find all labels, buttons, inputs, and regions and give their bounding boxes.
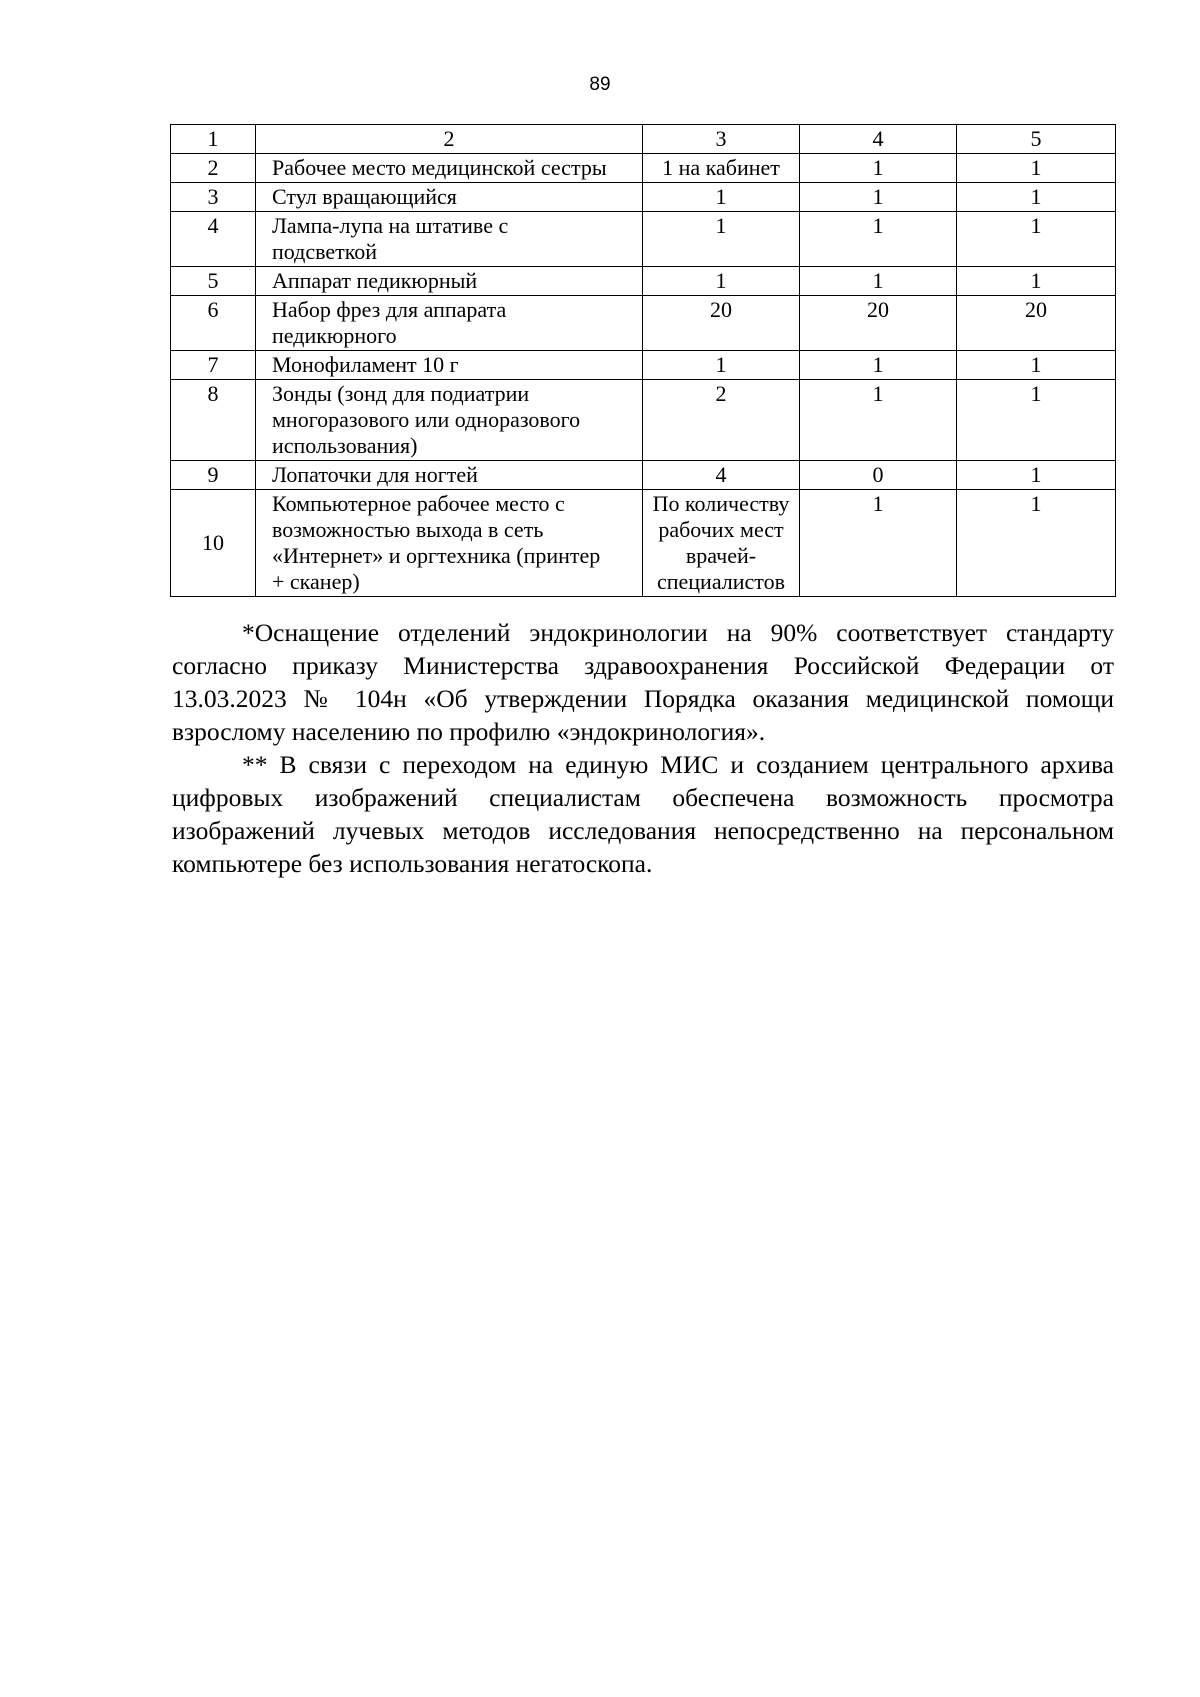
quantity-cell: 2 xyxy=(643,380,800,461)
quantity-cell: 1 xyxy=(957,351,1116,380)
row-number: 8 xyxy=(171,380,256,461)
equipment-name: Лопаточки для ногтей xyxy=(256,461,643,490)
quantity-cell: 20 xyxy=(800,296,957,351)
table-row xyxy=(171,296,1116,351)
row-number: 5 xyxy=(171,267,256,296)
equipment-name: Лампа-лупа на штативе с подсветкой xyxy=(256,212,643,267)
quantity-cell: 20 xyxy=(957,296,1116,351)
equipment-name: Рабочее место медицинской сестры xyxy=(256,154,643,183)
quantity-cell: 1 xyxy=(957,154,1116,183)
table-row xyxy=(171,154,1116,183)
equipment-name: Стул вращающийся xyxy=(256,183,643,212)
equipment-table xyxy=(170,124,1116,597)
quantity-cell: По количеству рабочих мест врачей-специалистов xyxy=(643,490,800,597)
quantity-cell: 1 xyxy=(957,212,1116,267)
table-row xyxy=(171,351,1116,380)
quantity-cell: 1 xyxy=(643,351,800,380)
quantity-cell: 20 xyxy=(643,296,800,351)
quantity-cell: 1 xyxy=(800,380,957,461)
table-row xyxy=(171,380,1116,461)
header-cell: 3 xyxy=(643,125,800,154)
quantity-cell: 1 xyxy=(800,267,957,296)
header-cell: 5 xyxy=(957,125,1116,154)
table-row xyxy=(171,212,1116,267)
quantity-cell: 1 xyxy=(800,183,957,212)
equipment-name: Монофиламент 10 г xyxy=(256,351,643,380)
row-number: 2 xyxy=(171,154,256,183)
quantity-cell: 1 xyxy=(800,212,957,267)
footnote-mis-archive: ** В связи с переходом на единую МИС и созданием центрального архива цифровых изображений специалистам обеспечена возможность просмотра изображений лучевых методов исследования непосредственно на персональном компьютере без использования негатоскопа. xyxy=(172,750,1114,878)
quantity-cell: 1 xyxy=(957,461,1116,490)
quantity-cell: 1 xyxy=(957,267,1116,296)
quantity-cell: 1 xyxy=(800,490,957,597)
page-number: 89 xyxy=(589,74,611,95)
row-number: 4 xyxy=(171,212,256,267)
header-cell: 4 xyxy=(800,125,957,154)
table-row xyxy=(171,183,1116,212)
row-number: 7 xyxy=(171,351,256,380)
quantity-cell: 1 xyxy=(800,351,957,380)
quantity-cell: 1 xyxy=(643,183,800,212)
table-row xyxy=(171,267,1116,296)
footnotes xyxy=(172,616,1114,880)
table-row xyxy=(171,490,1116,597)
row-number: 6 xyxy=(171,296,256,351)
quantity-cell: 1 xyxy=(643,267,800,296)
row-number: 10 xyxy=(171,490,256,597)
quantity-cell: 0 xyxy=(800,461,957,490)
table-row xyxy=(171,461,1116,490)
header-cell: 2 xyxy=(256,125,643,154)
quantity-cell: 1 xyxy=(800,154,957,183)
row-number: 9 xyxy=(171,461,256,490)
quantity-cell: 1 xyxy=(643,212,800,267)
equipment-name: Компьютерное рабочее место с возможностью выхода в сеть «Интернет» и оргтехника (принтер + сканер) xyxy=(256,490,643,597)
equipment-name: Зонды (зонд для подиатрии многоразового или одноразового использования) xyxy=(256,380,643,461)
footnote-equipment-standard: *Оснащение отделений эндокринологии на 90% соответствует стандарту согласно приказу Министерства здравоохранения Российской Федерации от 13.03.2023 № 104н «Об утверждении Порядка оказания медицинской помощи взрослому населению по профилю «эндокринология». xyxy=(172,618,1114,746)
quantity-cell: 1 на кабинет xyxy=(643,154,800,183)
quantity-cell: 4 xyxy=(643,461,800,490)
row-number: 3 xyxy=(171,183,256,212)
quantity-cell: 1 xyxy=(957,183,1116,212)
table-header-row xyxy=(171,125,1116,154)
quantity-cell: 1 xyxy=(957,490,1116,597)
quantity-cell: 1 xyxy=(957,380,1116,461)
header-cell: 1 xyxy=(171,125,256,154)
equipment-name: Аппарат педикюрный xyxy=(256,267,643,296)
equipment-name: Набор фрез для аппарата педикюрного xyxy=(256,296,643,351)
